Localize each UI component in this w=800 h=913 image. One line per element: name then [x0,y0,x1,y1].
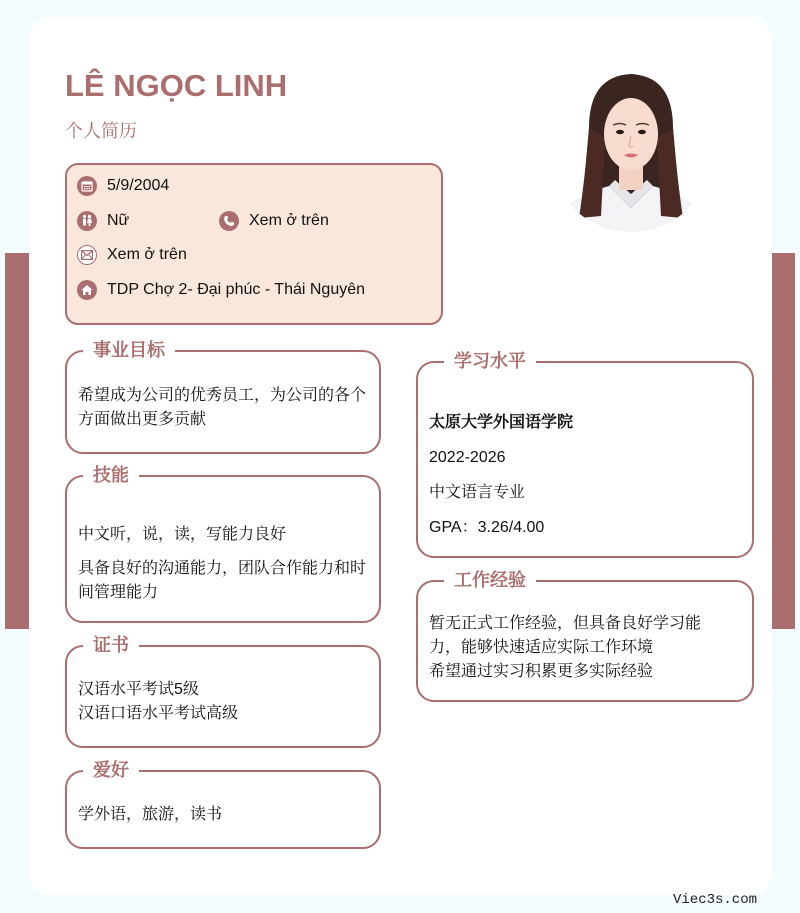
section-title: 工作经验 [444,569,536,591]
email-row [77,245,187,265]
birthday-row [77,176,169,196]
skills-line: 具备良好的沟通能力，团队合作能力和时间管理能力 [78,560,367,601]
phone-row [219,211,329,231]
left-accent-bar [5,253,29,629]
gender-icon [77,211,97,231]
right-accent-bar [772,253,795,629]
home-icon [77,280,97,300]
resume-subtitle: 个人简历 [65,121,137,141]
skills-text [78,523,371,605]
watermark: Viec3s.com [673,892,758,908]
skills-line: 中文听，说，读，写能力良好 [78,526,287,543]
phone-value: Xem ở trên [249,212,329,229]
section-skills [65,465,381,623]
profile-photo [549,68,713,232]
address-value: TDP Chợ 2- Đại phúc - Thái Nguyên [107,281,366,298]
candidate-name: LÊ NGỌC LINH [65,68,288,103]
email-value: Xem ở trên [107,246,187,263]
phone-icon [219,211,239,231]
certificate-line: 汉语水平考试5级 [78,681,199,698]
section-title: 学习水平 [444,350,536,372]
experience-line: 暂无正式工作经验，但具备良好学习能力，能够快速适应实际工作环境 [429,615,702,656]
address-row [77,280,365,300]
section-title: 爱好 [83,759,139,781]
certificates-text [78,678,371,726]
hobbies-text [78,803,371,827]
experience-text [429,612,722,684]
education-text [429,411,744,540]
section-title: 证书 [83,634,139,656]
gender-value: Nữ [107,212,130,229]
objective-text [78,384,371,432]
study-period: 2022-2026 [429,449,506,466]
email-icon [77,245,97,265]
gpa: GPA：3.26/4.00 [429,519,545,536]
calendar-icon [77,176,97,196]
hobbies-line: 学外语，旅游，读书 [78,806,223,823]
section-objective [65,340,381,454]
certificate-line: 汉语口语水平考试高级 [78,705,239,722]
section-title: 技能 [83,464,139,486]
section-education [416,351,754,558]
section-experience [416,570,754,702]
section-title: 事业目标 [83,339,175,361]
objective-line: 希望成为公司的优秀员工，为公司的各个方面做出更多贡献 [78,387,367,428]
school-name: 太原大学外国语学院 [429,414,574,431]
gender-row [77,211,129,231]
major: 中文语言专业 [429,484,526,501]
portrait-image [549,68,713,232]
section-hobbies [65,760,381,849]
section-certificates [65,635,381,748]
experience-line: 希望通过实习积累更多实际经验 [429,663,654,680]
birthday-value: 5/9/2004 [107,177,170,194]
